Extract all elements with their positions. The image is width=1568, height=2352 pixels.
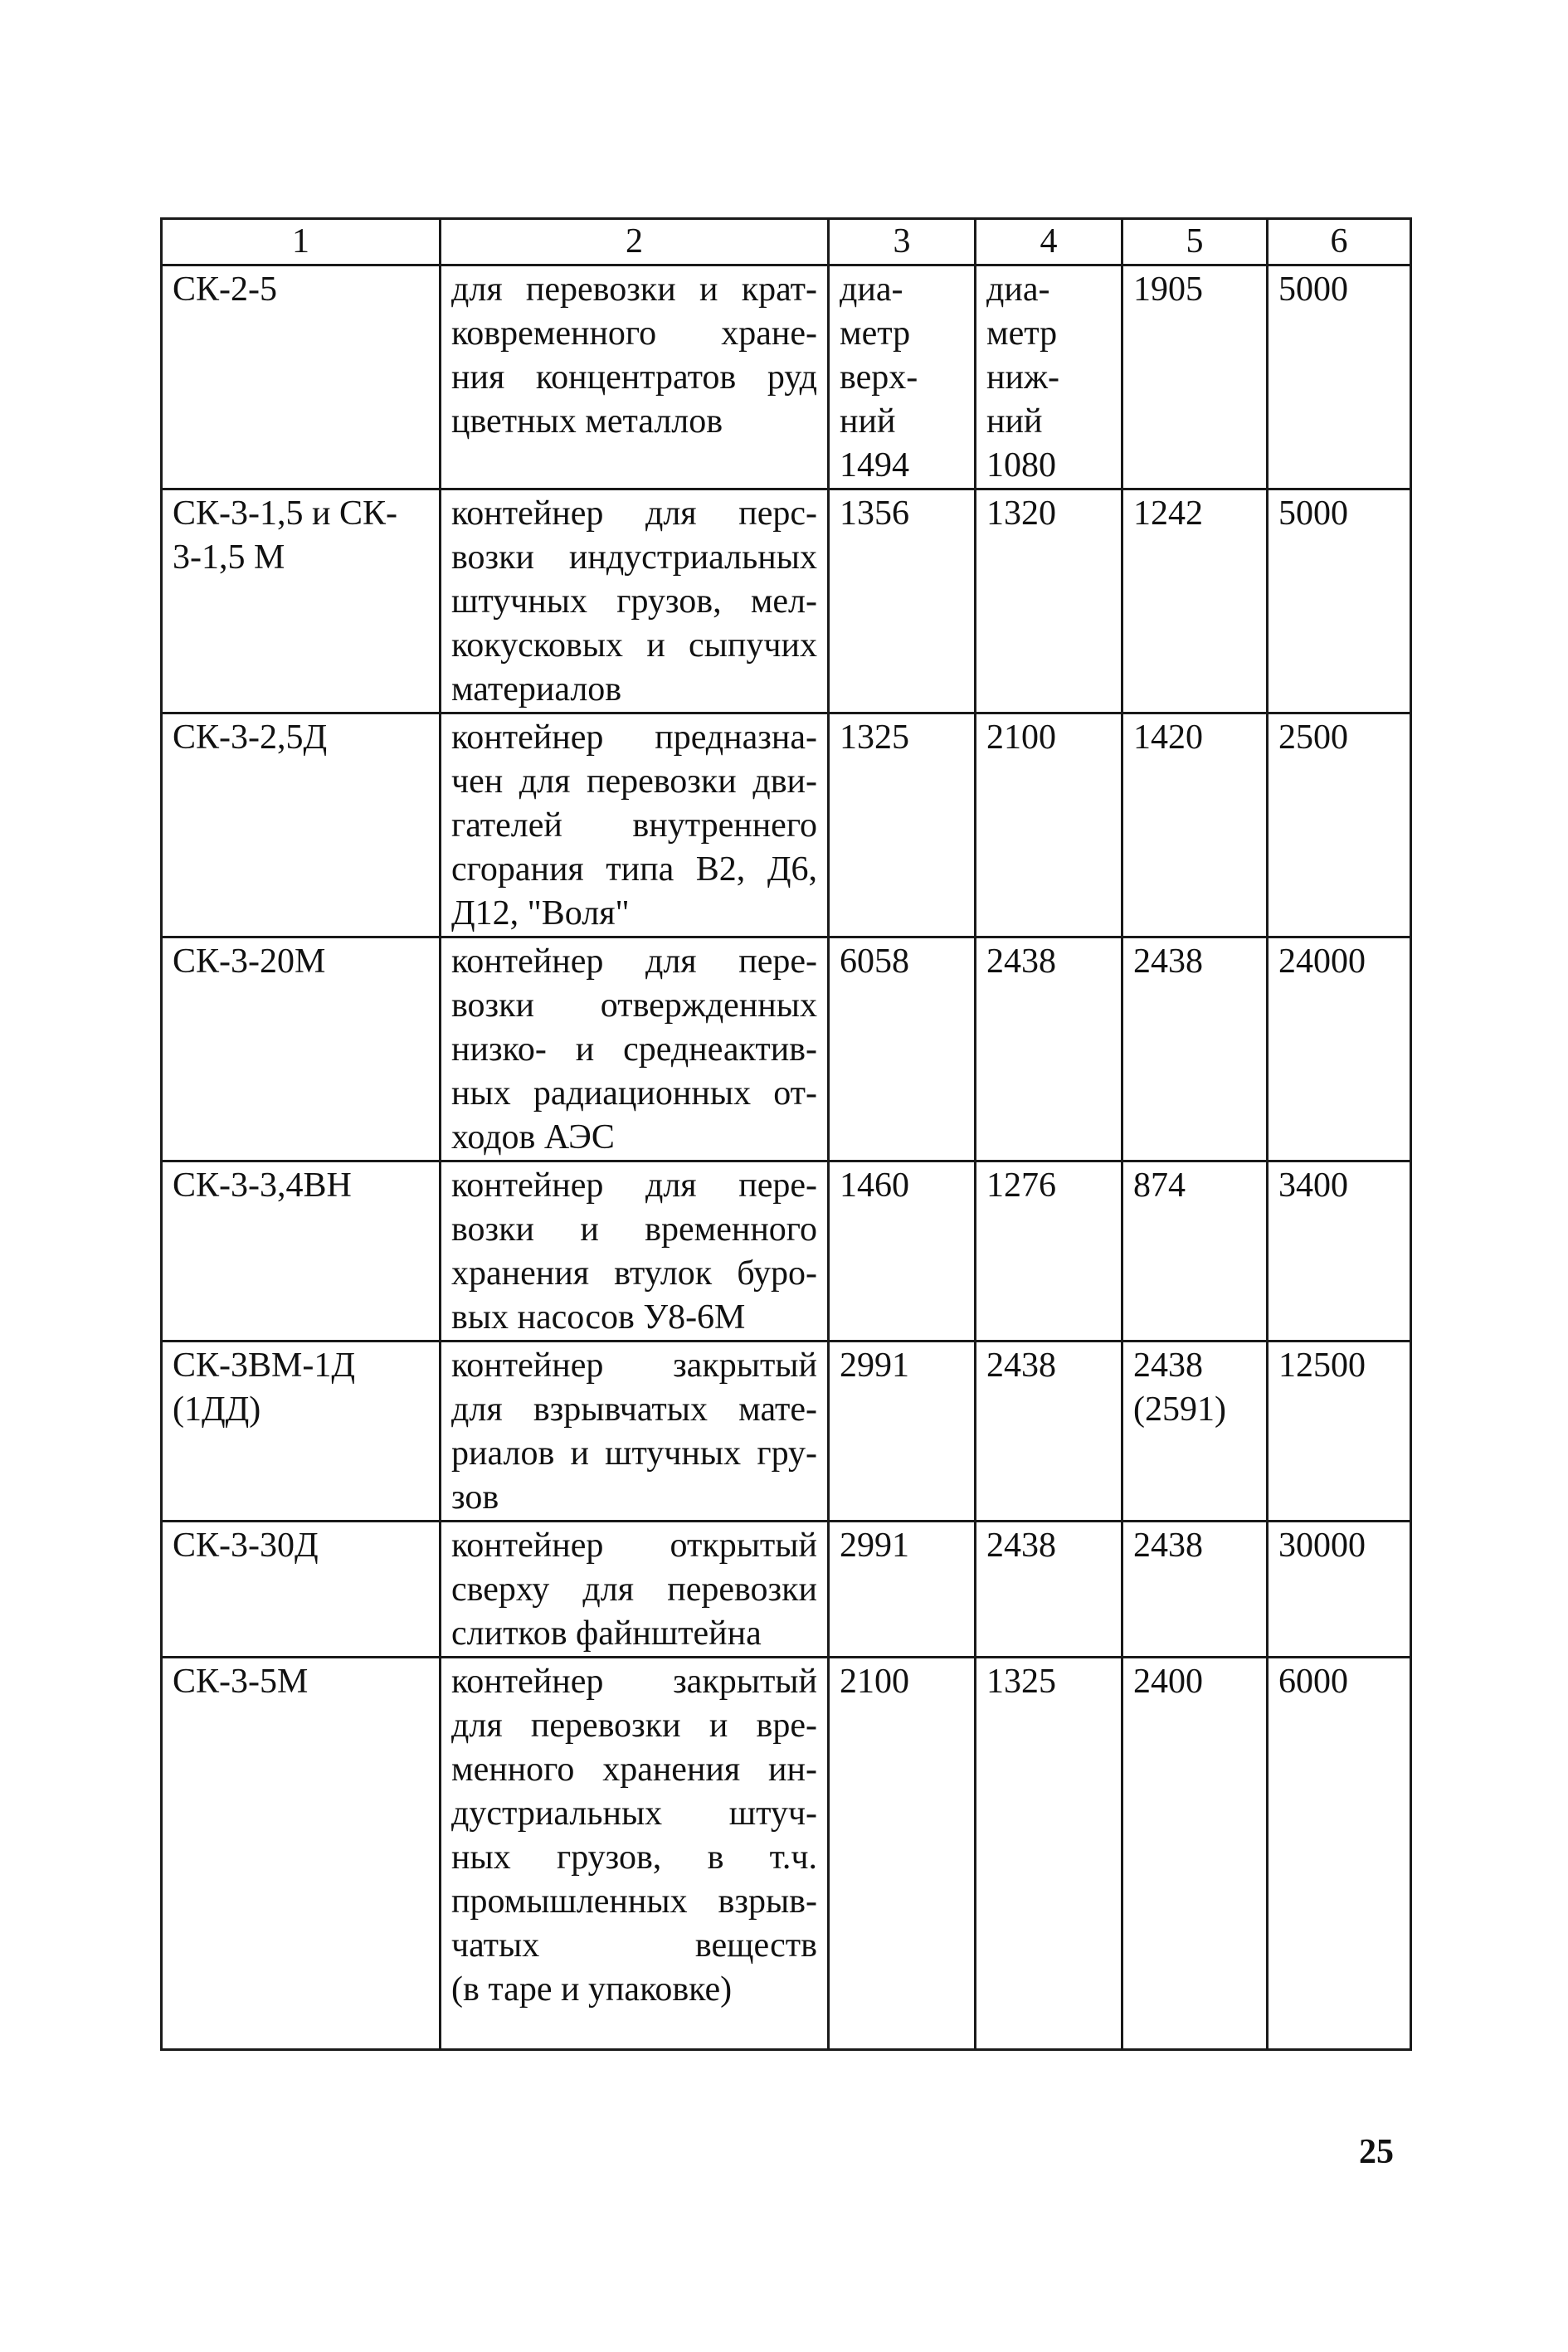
column-4-cell: [976, 1658, 1122, 2050]
description-cell-line: ных грузов, в т.ч.: [451, 1838, 817, 1877]
container-name-cell: СК-3-3,4ВН: [162, 1161, 441, 1342]
column-4-cell-line: 1320: [986, 494, 1056, 533]
table-row: [162, 713, 1411, 937]
column-3-cell: [829, 265, 976, 489]
description-cell: [441, 713, 829, 937]
table-row: [162, 265, 1411, 489]
description-cell-line: гателей внутреннего: [451, 806, 817, 845]
column-3-cell: [829, 1161, 976, 1342]
description-cell-line: промышленных взрыв-: [451, 1882, 817, 1921]
table-body: [162, 219, 1411, 2050]
column-header-5: 5: [1122, 219, 1268, 265]
container-name-cell-line: СК-3ВМ-1Д: [173, 1346, 356, 1385]
container-name-cell: СК-3-2,5Д: [162, 713, 441, 937]
description-cell-line: менного хранения ин-: [451, 1751, 817, 1789]
column-4-cell: [976, 1161, 1122, 1342]
column-3-cell: [829, 489, 976, 713]
container-name-cell: СК-3-5М: [162, 1658, 441, 2050]
column-4-cell-line: ний: [986, 402, 1043, 441]
column-4-cell: [976, 713, 1122, 937]
description-cell-line: чатых веществ: [451, 1926, 817, 1965]
column-5-cell-line: 2438: [1133, 1346, 1203, 1385]
description-cell-line: Д12, "Воля": [451, 894, 630, 933]
container-name-cell: [162, 489, 441, 713]
container-name-cell-line: СК-3-1,5 и СК-: [173, 494, 397, 533]
description-cell-line: сгорания типа В2, Д6,: [451, 850, 817, 889]
container-name-cell: [162, 1342, 441, 1522]
description-cell-line: контейнер предназна-: [451, 718, 817, 757]
description-cell-line: сверху для перевозки: [451, 1570, 817, 1609]
column-5-cell-line: (2591): [1133, 1390, 1226, 1429]
description-cell-line: ковременного хране-: [451, 314, 817, 353]
column-header-4: 4: [976, 219, 1122, 265]
column-4-cell-line: 1325: [986, 1663, 1056, 1701]
description-cell: [441, 1522, 829, 1658]
column-5-cell: [1122, 1342, 1268, 1522]
description-cell: [441, 1658, 829, 2050]
container-name-cell: СК-3-30Д: [162, 1522, 441, 1658]
description-cell-line: вых насосов У8-6М: [451, 1298, 746, 1337]
column-4-cell-line: метр: [986, 314, 1058, 353]
column-4-cell: [976, 1522, 1122, 1658]
description-cell-line: ходов АЭС: [451, 1118, 615, 1157]
description-cell: [441, 265, 829, 489]
column-3-cell: [829, 937, 976, 1161]
header-row: [162, 219, 1411, 265]
column-5-cell: 1905: [1122, 265, 1268, 489]
column-4-cell-line: диа-: [986, 270, 1050, 309]
column-4-cell: [976, 489, 1122, 713]
column-3-cell-line: 1325: [840, 718, 909, 757]
column-header-1: 1: [162, 219, 441, 265]
column-4-cell: [976, 1342, 1122, 1522]
column-3-cell-line: 6058: [840, 942, 909, 981]
column-5-cell: 1242: [1122, 489, 1268, 713]
page-number: 25: [1359, 2133, 1394, 2171]
description-cell-line: ных радиационных от-: [451, 1074, 817, 1113]
description-cell-line: для взрывчатых мате-: [451, 1390, 817, 1429]
container-name-cell-line: (1ДД): [173, 1390, 261, 1429]
column-3-cell-line: 1460: [840, 1166, 909, 1205]
column-4-cell-line: 2438: [986, 1346, 1056, 1385]
description-cell-line: возки и временного: [451, 1210, 817, 1249]
column-3-cell: [829, 1342, 976, 1522]
column-4-cell-line: 1080: [986, 446, 1056, 485]
column-3-cell: [829, 1522, 976, 1658]
column-6-cell: 5000: [1268, 489, 1411, 713]
column-4-cell-line: 2100: [986, 718, 1056, 757]
description-cell-line: контейнер закрытый: [451, 1663, 817, 1701]
description-cell: [441, 1161, 829, 1342]
column-4-cell-line: ниж-: [986, 358, 1059, 397]
column-4-cell-line: 1276: [986, 1166, 1056, 1205]
column-3-cell: [829, 713, 976, 937]
description-cell-line: контейнер для пере-: [451, 1166, 817, 1205]
column-3-cell-line: верх-: [840, 358, 918, 397]
description-cell-line: низко- и среднеактив-: [451, 1030, 817, 1069]
table-row: [162, 1658, 1411, 2050]
container-spec-table: [160, 217, 1412, 2051]
container-name-cell: СК-2-5: [162, 265, 441, 489]
column-header-6: 6: [1268, 219, 1411, 265]
table-row: [162, 489, 1411, 713]
column-6-cell: 24000: [1268, 937, 1411, 1161]
column-6-cell: 6000: [1268, 1658, 1411, 2050]
description-cell-line: возки отвержденных: [451, 986, 817, 1025]
column-3-cell: [829, 1658, 976, 2050]
description-cell-line: дустриальных штуч-: [451, 1794, 817, 1833]
column-3-cell-line: метр: [840, 314, 911, 353]
description-cell-line: (в таре и упаковке): [451, 1970, 733, 2009]
column-4-cell-line: 2438: [986, 942, 1056, 981]
column-4-cell: [976, 937, 1122, 1161]
description-cell-line: ния концентратов руд: [451, 358, 817, 397]
column-6-cell: 12500: [1268, 1342, 1411, 1522]
column-6-cell: 5000: [1268, 265, 1411, 489]
column-header-2: 2: [441, 219, 829, 265]
column-4-cell-line: 2438: [986, 1527, 1056, 1565]
column-6-cell: 2500: [1268, 713, 1411, 937]
description-cell-line: для перевозки и вре-: [451, 1707, 817, 1745]
description-cell-line: риалов и штучных гру-: [451, 1434, 817, 1473]
column-5-cell: 874: [1122, 1161, 1268, 1342]
table-row: [162, 937, 1411, 1161]
column-5-cell: 1420: [1122, 713, 1268, 937]
table-row: [162, 1522, 1411, 1658]
description-cell-line: возки индустриальных: [451, 538, 817, 577]
description-cell: [441, 1342, 829, 1522]
column-5-cell: 2438: [1122, 1522, 1268, 1658]
column-6-cell: 3400: [1268, 1161, 1411, 1342]
description-cell-line: контейнер для пере-: [451, 942, 817, 981]
column-5-cell: 2438: [1122, 937, 1268, 1161]
column-3-cell-line: ний: [840, 402, 896, 441]
description-cell: [441, 937, 829, 1161]
description-cell-line: чен для перевозки дви-: [451, 762, 817, 801]
description-cell-line: материалов: [451, 670, 622, 709]
table-row: [162, 1342, 1411, 1522]
description-cell: [441, 489, 829, 713]
description-cell-line: зов: [451, 1478, 499, 1517]
column-3-cell-line: 2991: [840, 1527, 909, 1565]
column-3-cell-line: 1494: [840, 446, 909, 485]
table-row: [162, 1161, 1411, 1342]
column-3-cell-line: 2100: [840, 1663, 909, 1701]
description-cell-line: контейнер для перс-: [451, 494, 817, 533]
description-cell-line: для перевозки и крат-: [451, 270, 817, 309]
column-3-cell-line: 1356: [840, 494, 909, 533]
description-cell-line: цветных металлов: [451, 402, 723, 441]
description-cell-line: слитков файнштейна: [451, 1614, 762, 1653]
description-cell-line: кокусковых и сыпучих: [451, 626, 817, 665]
description-cell-line: хранения втулок буро-: [451, 1254, 817, 1293]
column-4-cell: [976, 265, 1122, 489]
column-5-cell: 2400: [1122, 1658, 1268, 2050]
container-name-cell: СК-3-20М: [162, 937, 441, 1161]
description-cell-line: контейнер закрытый: [451, 1346, 817, 1385]
column-6-cell: 30000: [1268, 1522, 1411, 1658]
column-3-cell-line: 2991: [840, 1346, 909, 1385]
description-cell-line: штучных грузов, мел-: [451, 582, 817, 621]
description-cell-line: контейнер открытый: [451, 1527, 817, 1565]
container-name-cell-line: 3-1,5 М: [173, 538, 285, 577]
column-3-cell-line: диа-: [840, 270, 903, 309]
column-header-3: 3: [829, 219, 976, 265]
